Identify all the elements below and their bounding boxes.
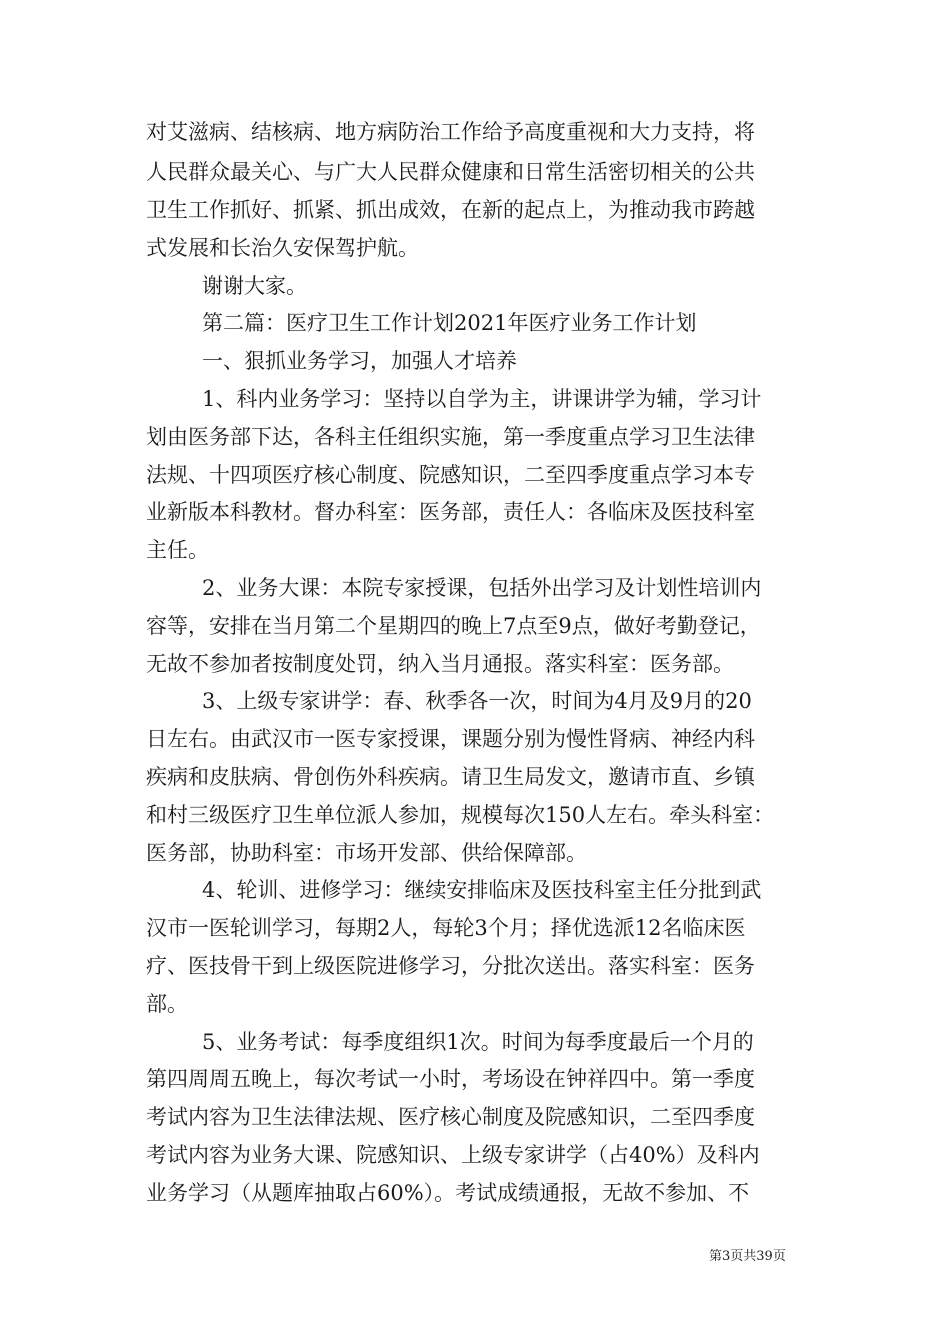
text-line: 考试内容为卫生法律法规、医疗核心制度及院感知识，二至四季度 <box>146 1105 755 1129</box>
text-line: 第四周周五晚上，每次考试一小时，考场设在钟祥四中。第一季度 <box>146 1067 755 1091</box>
text-line: 划由医务部下达，各科主任组织实施，第一季度重点学习卫生法律 <box>146 425 755 449</box>
text-line: 医务部，协助科室：市场开发部、供给保障部。 <box>146 841 587 865</box>
text-line: 业新版本科教材。督办科室：医务部，责任人：各临床及医技科室 <box>146 500 755 524</box>
text-line: 和村三级医疗卫生单位派人参加，规模每次150人左右。牵头科室： <box>146 803 775 827</box>
text-line: 式发展和长治久安保驾护航。 <box>146 236 419 260</box>
text-line: 容等，安排在当月第二个星期四的晚上7点至9点，做好考勤登记， <box>146 614 761 638</box>
text-line: 3、上级专家讲学：春、秋季各一次，时间为4月及9月的20 <box>202 689 752 713</box>
text-line: 5、业务考试：每季度组织1次。时间为每季度最后一个月的 <box>202 1030 754 1054</box>
text-line: 1、科内业务学习：坚持以自学为主，讲课讲学为辅，学习计 <box>202 387 762 411</box>
text-line: 4、轮训、进修学习：继续安排临床及医技科室主任分批到武 <box>202 878 762 902</box>
text-line: 卫生工作抓好、抓紧、抓出成效，在新的起点上，为推动我市跨越 <box>146 198 755 222</box>
text-line: 业务学习（从题库抽取占60%）。考试成绩通报，无故不参加、不 <box>146 1181 750 1205</box>
section-heading: 第二篇：医疗卫生工作计划2021年医疗业务工作计划 <box>202 311 697 335</box>
text-line: 对艾滋病、结核病、地方病防治工作给予高度重视和大力支持，将 <box>146 120 755 144</box>
text-line: 谢谢大家。 <box>202 274 307 298</box>
text-line: 疗、医技骨干到上级医院进修学习，分批次送出。落实科室：医务 <box>146 954 755 978</box>
text-line: 主任。 <box>146 538 209 562</box>
text-line: 法规、十四项医疗核心制度、院感知识，二至四季度重点学习本专 <box>146 463 755 487</box>
text-line: 日左右。由武汉市一医专家授课，课题分别为慢性肾病、神经内科 <box>146 727 755 751</box>
text-line: 无故不参加者按制度处罚，纳入当月通报。落实科室：医务部。 <box>146 652 734 676</box>
subsection-heading: 一、狠抓业务学习，加强人才培养 <box>202 349 517 373</box>
text-line: 汉市一医轮训学习，每期2人，每轮3个月；择优选派12名临床医 <box>146 916 746 940</box>
text-line: 疾病和皮肤病、骨创伤外科疾病。请卫生局发文，邀请市直、乡镇 <box>146 765 755 789</box>
text-line: 部。 <box>146 992 188 1016</box>
text-line: 人民群众最关心、与广大人民群众健康和日常生活密切相关的公共 <box>146 160 755 184</box>
page-number: 第3页共39页 <box>709 1249 786 1264</box>
text-line: 2、业务大课：本院专家授课，包括外出学习及计划性培训内 <box>202 576 762 600</box>
text-line: 考试内容为业务大课、院感知识、上级专家讲学（占40%）及科内 <box>146 1143 760 1167</box>
